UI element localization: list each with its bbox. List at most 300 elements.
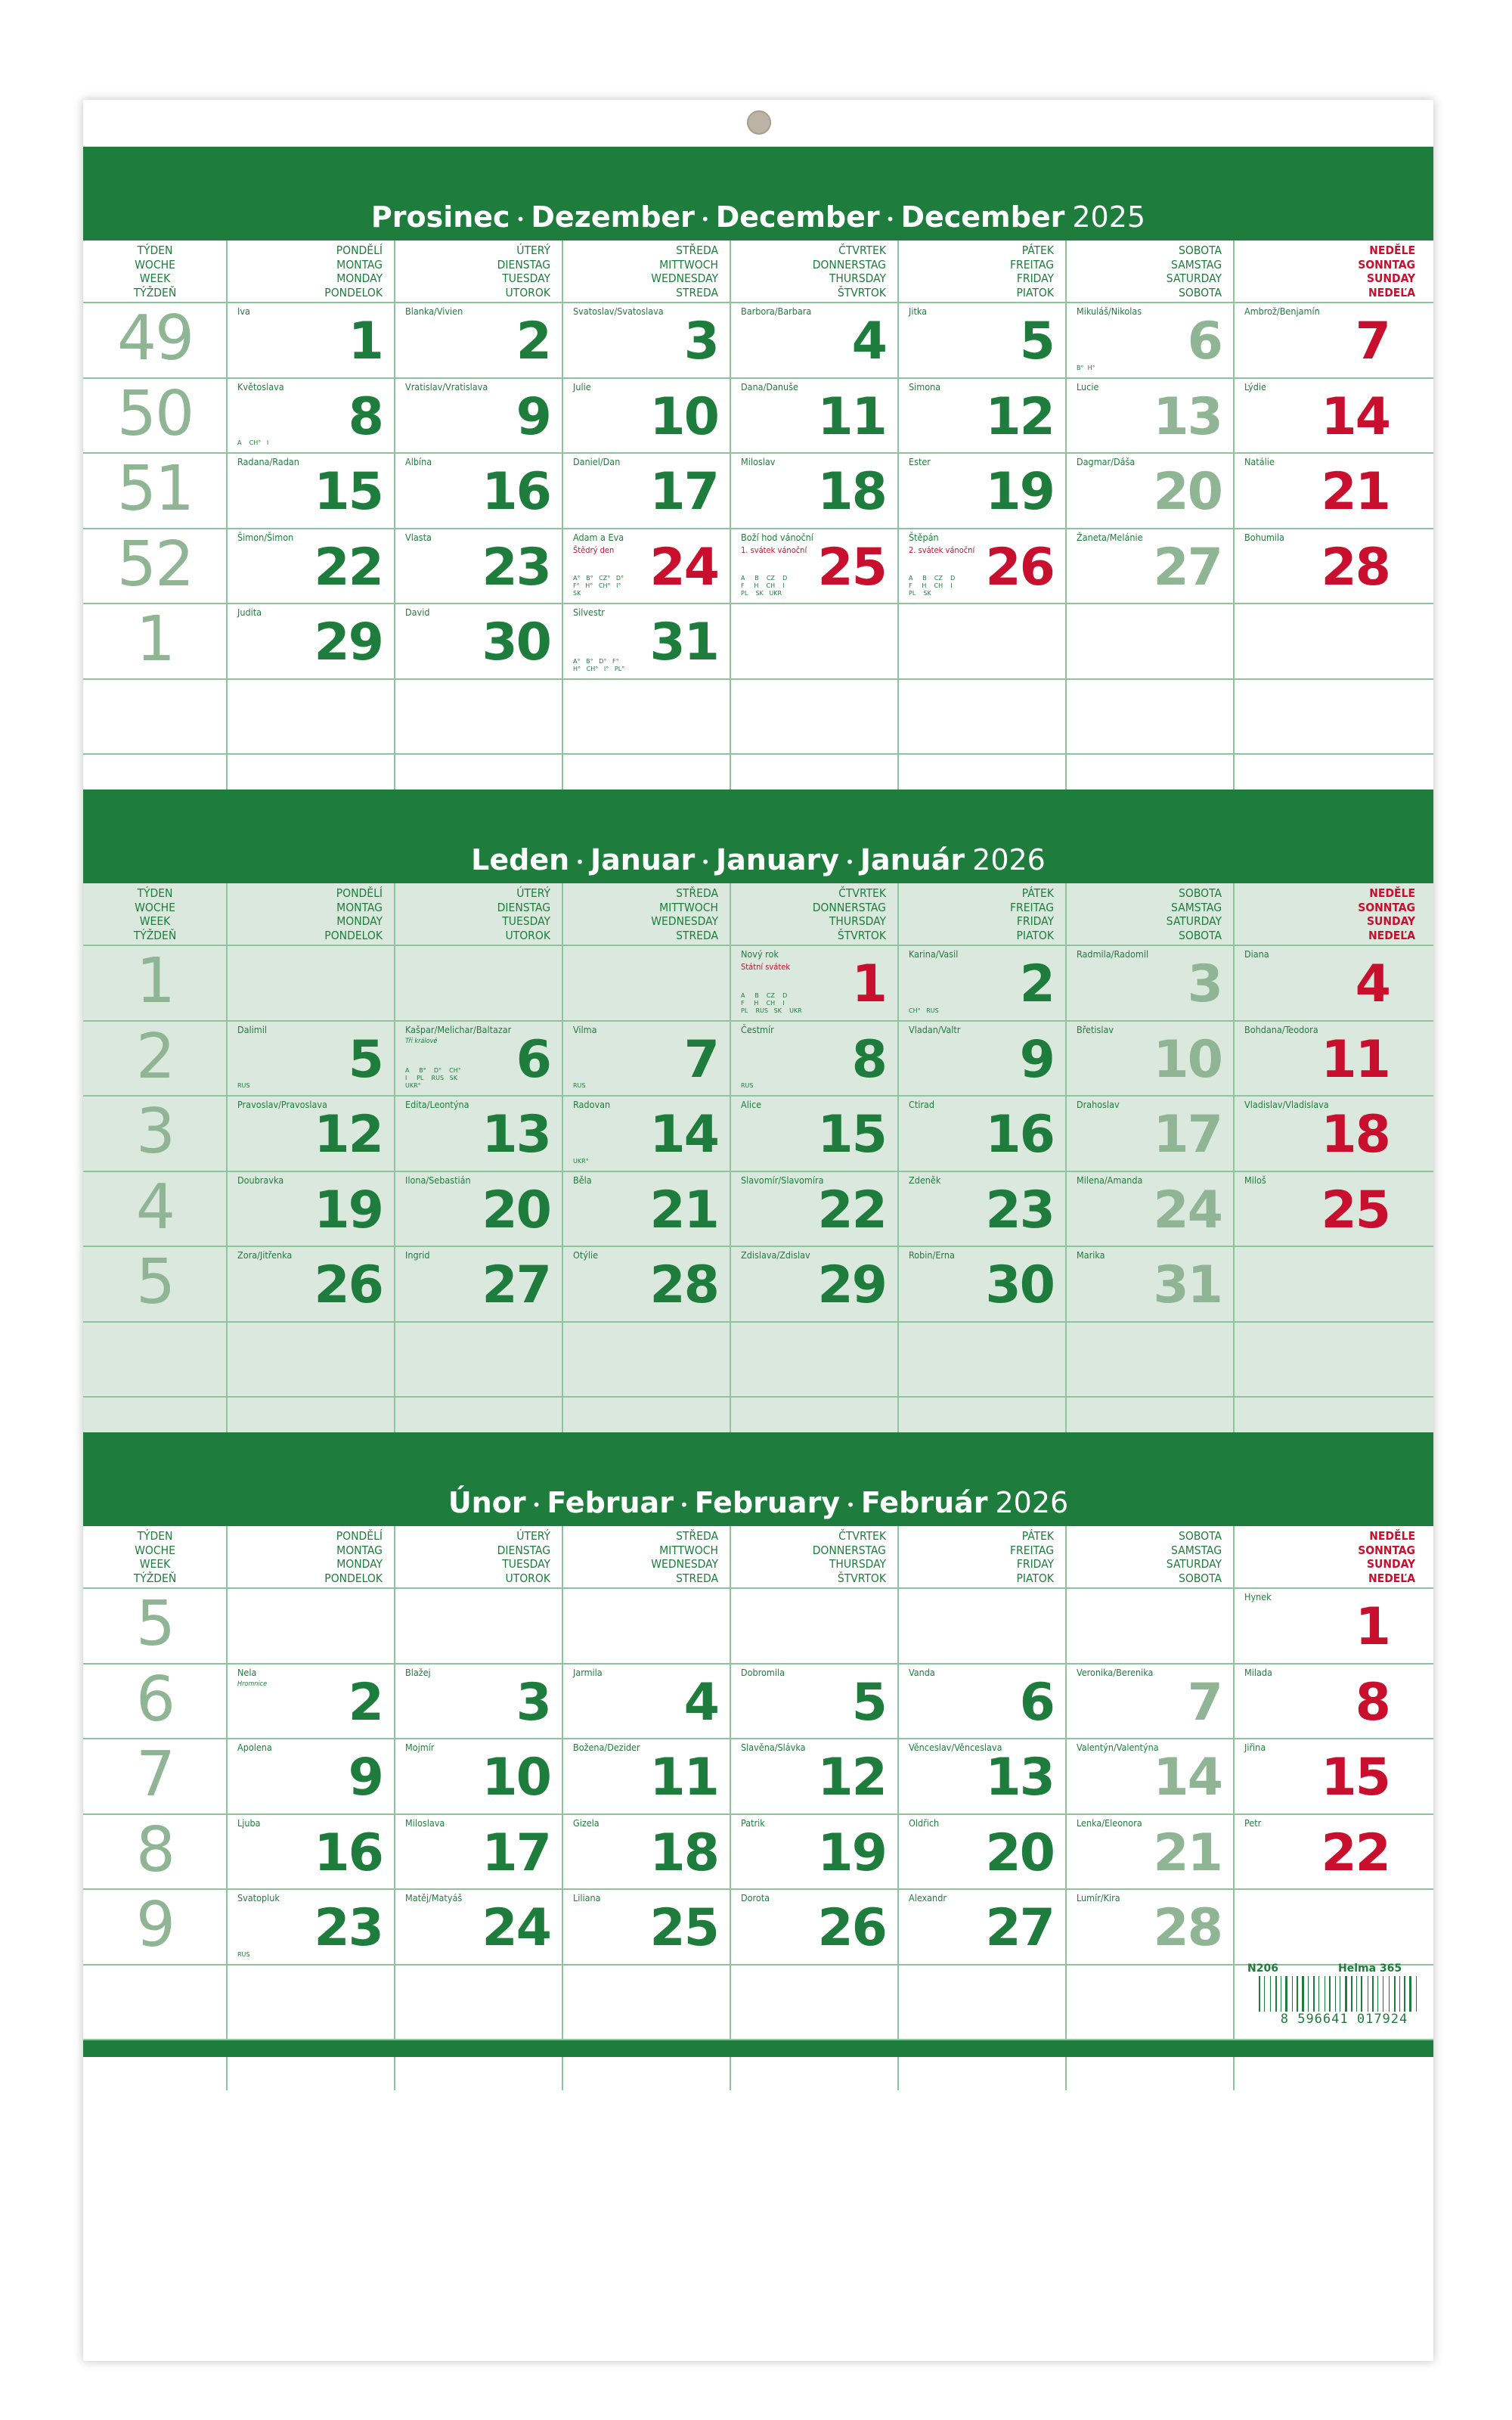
day-number: 14 (1321, 386, 1390, 447)
weekday-label: DONNERSTAG (812, 900, 886, 914)
separator-dot-icon: • (516, 209, 525, 228)
row-divider (83, 377, 1433, 379)
weekday-label: SUNDAY (1366, 271, 1415, 285)
day-number: 25 (817, 537, 886, 597)
nameday-label: Jitka (909, 306, 928, 317)
column-divider (562, 883, 563, 1447)
nameday-label: Valentýn/Valentýna (1077, 1742, 1159, 1753)
nameday-label: Věnceslav/Věnceslava (909, 1742, 1002, 1753)
column-divider (1233, 1526, 1235, 2090)
weekday-label: NEDĚLE (1369, 244, 1415, 257)
weekday-label: SOBOTA (1179, 1571, 1222, 1585)
month-name: Dezember (531, 200, 695, 234)
day-number: 31 (1153, 1255, 1222, 1315)
weekday-label: MONDAY (336, 914, 383, 928)
day-number: 28 (1153, 1898, 1222, 1958)
month-year: 2026 (972, 843, 1046, 876)
weekday-header (1066, 883, 1234, 945)
weekday-label: ÚTERÝ (516, 886, 550, 900)
day-number: 8 (348, 386, 383, 447)
month-name: Januar (590, 843, 696, 876)
weekday-label: MITTWOCH (659, 257, 718, 271)
day-number: 19 (314, 1180, 383, 1240)
day-note: Tři králové (405, 1037, 438, 1045)
day-number: 29 (314, 613, 383, 672)
nameday-label: Štěpán (909, 531, 939, 543)
weekday-label: MONTAG (336, 257, 383, 271)
holiday-label: Štědrý den (573, 544, 615, 555)
day-number: 8 (851, 1029, 886, 1090)
day-number: 4 (851, 312, 886, 371)
weekday-label: ÚTERÝ (516, 244, 550, 257)
holiday-countries: A° B° CZ° D° F° H° CH° I° SK (573, 575, 624, 597)
nameday-label: Lumír/Kira (1077, 1892, 1120, 1903)
weekday-label: DONNERSTAG (812, 1543, 886, 1557)
holiday-label: 2. svátek vánoční (909, 544, 975, 555)
day-number: 2 (516, 312, 550, 371)
nameday-label: Alexandr (909, 1892, 947, 1903)
nameday-label: Běla (573, 1174, 592, 1186)
day-number: 29 (817, 1255, 886, 1315)
weekday-label: ŠTVRTOK (837, 1571, 886, 1585)
holiday-countries: CH° RUS (909, 1007, 939, 1014)
nameday-label: Svatoslav/Svatoslava (573, 306, 664, 317)
weekday-header (395, 1526, 562, 1588)
nameday-label: Ljuba (237, 1817, 261, 1829)
weekday-label: ÚTERÝ (516, 1529, 550, 1543)
nameday-label: Svatopluk (237, 1892, 280, 1903)
weekday-header (898, 240, 1066, 302)
day-number: 11 (649, 1748, 718, 1807)
weekday-label: SAMSTAG (1171, 257, 1222, 271)
day-number: 30 (482, 613, 550, 672)
nameday-label: Blažej (405, 1666, 431, 1678)
week-number: 2 (135, 1020, 175, 1093)
weekday-header (1066, 1526, 1234, 1588)
weekday-label: PÁTEK (1021, 244, 1054, 257)
weekday-label: WEDNESDAY (651, 1557, 718, 1571)
holiday-countries: B° H° (1077, 364, 1095, 371)
nameday-label: Čestmír (741, 1023, 774, 1035)
day-number: 15 (1321, 1748, 1390, 1807)
holiday-countries: A° B° D° F° H° CH° I° PL° (573, 657, 625, 672)
row-divider (83, 603, 1433, 604)
weekday-label: UTOROK (505, 1571, 550, 1585)
holiday-countries: A B CZ D F H CH I PL SK UKR (741, 575, 788, 597)
week-number: 51 (116, 453, 194, 525)
day-number: 21 (1321, 462, 1390, 522)
row-divider (83, 1587, 1433, 1589)
nameday-label: Ilona/Sebastián (405, 1174, 471, 1186)
weekday-header (1066, 240, 1234, 302)
nameday-label: Liliana (573, 1892, 601, 1903)
weekday-label: STŘEDA (676, 886, 718, 900)
weekday-label: MONDAY (336, 271, 383, 285)
day-number: 22 (314, 537, 383, 597)
nameday-label: Nela (237, 1666, 257, 1678)
day-number: 13 (482, 1105, 550, 1165)
day-number: 27 (985, 1898, 1054, 1958)
weekday-label: PÁTEK (1021, 1529, 1054, 1543)
day-number: 20 (985, 1823, 1054, 1883)
nameday-label: Ester (909, 456, 931, 467)
column-divider (897, 1526, 899, 2090)
nameday-label: Gizela (573, 1817, 600, 1829)
row-divider (83, 1396, 1433, 1398)
week-number: 9 (135, 1889, 175, 1961)
nameday-label: Milena/Amanda (1077, 1174, 1143, 1186)
row-divider (83, 1663, 1433, 1665)
weekday-label: ŠTVRTOK (837, 285, 886, 299)
nameday-label: Vilma (573, 1023, 597, 1035)
weekday-label: NEDEĽA (1368, 1571, 1415, 1585)
week-column-header (83, 1526, 227, 1588)
month-name: Február (860, 1486, 988, 1519)
nameday-label: Milada (1244, 1666, 1272, 1678)
weekday-label: FRIDAY (1016, 1557, 1054, 1571)
day-number: 3 (516, 1672, 550, 1733)
weekday-label: TÝŽDEŇ (133, 928, 177, 942)
weekday-label: FREITAG (1009, 257, 1054, 271)
day-number: 19 (985, 462, 1054, 522)
month-block (83, 1432, 1433, 2090)
holiday-countries: A B° D° CH° I PL RUS SK UKR° (405, 1067, 461, 1089)
nameday-label: Dorota (741, 1892, 770, 1903)
day-number: 21 (1153, 1823, 1222, 1883)
weekday-label: SONNTAG (1358, 257, 1415, 271)
weekday-label: WOCHE (135, 257, 175, 271)
weekday-label: NEDĚLE (1369, 1529, 1415, 1543)
weekday-label: NEDEĽA (1368, 285, 1415, 299)
weekday-label: MITTWOCH (659, 900, 718, 914)
weekday-label: PONDELOK (324, 928, 383, 942)
weekday-header (395, 240, 562, 302)
day-number: 4 (683, 1672, 718, 1733)
nameday-label: Julie (573, 380, 591, 392)
nameday-label: Vanda (909, 1666, 935, 1678)
month-year: 2026 (995, 1486, 1069, 1519)
weekday-header (562, 240, 730, 302)
row-divider (83, 1095, 1433, 1097)
week-number: 49 (116, 302, 194, 374)
nameday-label: Vladan/Valtr (909, 1023, 961, 1035)
day-number: 24 (1153, 1180, 1222, 1240)
day-number: 12 (314, 1105, 383, 1165)
weekday-label: SONNTAG (1358, 1543, 1415, 1557)
product-code: N206 (1247, 1962, 1278, 1975)
column-divider (562, 240, 563, 805)
day-number: 24 (482, 1898, 550, 1958)
day-number: 2 (348, 1672, 383, 1733)
holiday-countries: A CH° I (237, 439, 269, 446)
day-number: 7 (683, 1029, 718, 1090)
nameday-label: Kašpar/Melichar/Baltazar (405, 1023, 512, 1035)
weekday-header-row (83, 883, 1433, 945)
weekday-label: FREITAG (1009, 1543, 1054, 1557)
row-divider (83, 753, 1433, 755)
weekday-label: PONDĚLÍ (336, 886, 383, 900)
row-divider (83, 1738, 1433, 1739)
weekday-label: TÝŽDEŇ (133, 1571, 177, 1585)
day-number: 23 (482, 537, 550, 597)
day-number: 27 (1153, 537, 1222, 597)
nameday-label: Miloslava (405, 1817, 445, 1829)
weekday-header (730, 1526, 898, 1588)
brand-logo: Helma 365 (1338, 1962, 1402, 1975)
nameday-label: Drahoslav (1077, 1099, 1120, 1110)
weekday-label: SATURDAY (1166, 914, 1222, 928)
nameday-label: Miloslav (741, 456, 776, 467)
day-number: 6 (1187, 312, 1222, 371)
weekday-header-row (83, 240, 1433, 302)
nameday-label: Silvestr (573, 607, 605, 618)
month-title (83, 200, 1433, 237)
day-number: 4 (1355, 954, 1390, 1014)
weekday-header (395, 883, 562, 945)
day-number: 10 (482, 1748, 550, 1807)
day-number: 3 (683, 312, 718, 371)
nameday-label: Radana/Radan (237, 456, 299, 467)
row-divider (83, 1964, 1433, 1965)
day-number: 13 (1153, 386, 1222, 447)
nameday-label: Diana (1244, 948, 1269, 960)
day-number: 11 (817, 386, 886, 447)
nameday-label: Karina/Vasil (909, 948, 959, 960)
holiday-countries: UKR° (573, 1157, 589, 1165)
month-title (83, 1485, 1433, 1522)
nameday-label: David (405, 607, 430, 618)
day-number: 11 (1321, 1029, 1390, 1090)
day-number: 1 (851, 954, 886, 1014)
weekday-label: SUNDAY (1366, 914, 1415, 928)
nameday-label: Blanka/Vivien (405, 306, 463, 317)
nameday-label: Otýlie (573, 1249, 599, 1261)
weekday-label: SAMSTAG (1171, 1543, 1222, 1557)
weekday-label: STREDA (676, 928, 718, 942)
column-divider (1233, 883, 1235, 1447)
separator-dot-icon: • (531, 1495, 541, 1514)
weekday-label: DONNERSTAG (812, 257, 886, 271)
weekday-header (562, 883, 730, 945)
column-divider (1065, 1526, 1067, 2090)
nameday-label: Alice (741, 1099, 762, 1110)
holiday-countries: RUS (237, 1082, 250, 1089)
day-number: 31 (649, 613, 718, 672)
day-number: 6 (516, 1029, 550, 1090)
weekday-header-row (83, 1526, 1433, 1588)
weekday-header (898, 1526, 1066, 1588)
day-number: 17 (1153, 1105, 1222, 1165)
nameday-label: Vlasta (405, 531, 432, 543)
nameday-label: Robin/Erna (909, 1249, 955, 1261)
calendar-sheet (83, 100, 1433, 2361)
month-block (83, 147, 1433, 805)
nameday-label: Ctirad (909, 1099, 935, 1110)
weekday-label: FREITAG (1009, 900, 1054, 914)
day-number: 23 (985, 1180, 1054, 1240)
row-divider (83, 528, 1433, 529)
week-number: 5 (135, 1588, 175, 1660)
weekday-label: MONTAG (336, 1543, 383, 1557)
day-number: 20 (1153, 462, 1222, 522)
column-divider (1065, 240, 1067, 805)
weekday-label: PONDELOK (324, 1571, 383, 1585)
day-number: 25 (649, 1898, 718, 1958)
nameday-label: Simona (909, 380, 941, 392)
weekday-label: ČTVRTEK (838, 886, 886, 900)
weekday-label: UTOROK (505, 928, 550, 942)
weekday-label: PONDĚLÍ (336, 1529, 383, 1543)
week-number: 50 (116, 377, 194, 450)
nameday-label: Daniel/Dan (573, 456, 621, 467)
nameday-label: Květoslava (237, 380, 284, 392)
weekday-label: SOBOTA (1179, 886, 1222, 900)
separator-dot-icon: • (846, 1495, 855, 1514)
day-number: 2 (1019, 954, 1054, 1014)
nameday-label: Natálie (1244, 456, 1275, 467)
row-divider (83, 452, 1433, 454)
holiday-countries: A B CZ D F H CH I PL RUS SK UKR (741, 991, 802, 1014)
weekday-label: NEDEĽA (1368, 928, 1415, 942)
nameday-label: Jarmila (573, 1666, 603, 1678)
nameday-label: Boží hod vánoční (741, 531, 813, 543)
nameday-label: Lucie (1077, 380, 1099, 392)
day-number: 5 (348, 1029, 383, 1090)
weekday-header (1234, 240, 1433, 302)
nameday-label: Dagmar/Dáša (1077, 456, 1136, 467)
day-number: 5 (851, 1672, 886, 1733)
day-number: 15 (817, 1105, 886, 1165)
nameday-label: Radovan (573, 1099, 611, 1110)
month-name: December (715, 200, 880, 234)
weekday-label: WEEK (139, 1557, 171, 1571)
weekday-label: PIATOK (1016, 928, 1054, 942)
weekday-header (1234, 883, 1433, 945)
nameday-label: Jiřina (1244, 1742, 1266, 1753)
weekday-label: TÝŽDEŇ (133, 285, 177, 299)
day-note: Hromnice (237, 1680, 268, 1688)
day-number: 26 (817, 1898, 886, 1958)
column-divider (897, 883, 899, 1447)
column-divider (562, 1526, 563, 2090)
week-column-header (83, 240, 227, 302)
day-number: 14 (1153, 1748, 1222, 1807)
weekday-header (562, 1526, 730, 1588)
row-divider (83, 1171, 1433, 1172)
weekday-label: MONTAG (336, 900, 383, 914)
row-divider (83, 678, 1433, 680)
weekday-label: UTOROK (505, 285, 550, 299)
weekday-label: TUESDAY (502, 271, 550, 285)
nameday-label: Patrik (741, 1817, 765, 1829)
nameday-label: Lýdie (1244, 380, 1266, 392)
nameday-label: Barbora/Barbara (741, 306, 812, 317)
nameday-label: Slavěna/Slávka (741, 1742, 806, 1753)
nameday-label: Bohumila (1244, 531, 1284, 543)
weekday-label: MONDAY (336, 1557, 383, 1571)
nameday-label: Břetislav (1077, 1023, 1114, 1035)
nameday-label: Matěj/Matyáš (405, 1892, 463, 1903)
weekday-label: SUNDAY (1366, 1557, 1415, 1571)
nameday-label: Žaneta/Melánie (1077, 531, 1143, 543)
week-number: 3 (135, 1096, 175, 1168)
weekday-header (730, 883, 898, 945)
weekday-header (227, 883, 395, 945)
weekday-label: ČTVRTEK (838, 244, 886, 257)
week-column-header (83, 883, 227, 945)
day-number: 1 (348, 312, 383, 371)
nameday-label: Judita (237, 607, 262, 618)
weekday-label: SOBOTA (1179, 285, 1222, 299)
month-year: 2025 (1072, 200, 1146, 234)
holiday-countries: RUS (741, 1082, 754, 1089)
nameday-label: Bohdana/Teodora (1244, 1023, 1318, 1035)
weekday-label: WEDNESDAY (651, 271, 718, 285)
weekday-label: WEDNESDAY (651, 914, 718, 928)
weekday-label: PONDĚLÍ (336, 244, 383, 257)
weekday-label: SATURDAY (1166, 271, 1222, 285)
weekday-label: THURSDAY (829, 271, 886, 285)
holiday-label: Státní svátek (741, 962, 791, 972)
column-divider (730, 1526, 731, 2090)
weekday-label: SAMSTAG (1171, 900, 1222, 914)
day-number: 3 (1187, 954, 1222, 1014)
column-divider (394, 240, 395, 805)
column-divider (394, 883, 395, 1447)
weekday-label: THURSDAY (829, 1557, 886, 1571)
nameday-label: Veronika/Berenika (1077, 1666, 1154, 1678)
nameday-label: Mojmír (405, 1742, 435, 1753)
nameday-label: Adam a Eva (573, 531, 624, 543)
weekday-header (1234, 1526, 1433, 1588)
nameday-label: Oldřich (909, 1817, 940, 1829)
column-divider (1065, 883, 1067, 1447)
separator-dot-icon: • (575, 852, 584, 871)
weekday-label: STREDA (676, 285, 718, 299)
weekday-label: MITTWOCH (659, 1543, 718, 1557)
day-number: 17 (482, 1823, 550, 1883)
holiday-countries: RUS (237, 1950, 250, 1958)
nameday-label: Dana/Danuše (741, 380, 798, 392)
separator-dot-icon: • (845, 852, 854, 871)
weekday-header (227, 1526, 395, 1588)
month-grid (83, 883, 1433, 1447)
nameday-label: Albína (405, 456, 432, 467)
ean-number: 8 596641 017924 (1259, 2012, 1430, 2027)
nameday-label: Zdeněk (909, 1174, 941, 1186)
day-number: 12 (985, 386, 1054, 447)
month-name: February (694, 1486, 841, 1519)
separator-dot-icon: • (701, 852, 711, 871)
nameday-label: Ambrož/Benjamín (1244, 306, 1320, 317)
weekday-label: DIENSTAG (497, 900, 550, 914)
nameday-label: Miloš (1244, 1174, 1266, 1186)
weekday-label: WOCHE (135, 1543, 175, 1557)
nameday-label: Vladislav/Vladislava (1244, 1099, 1329, 1110)
weekday-label: FRIDAY (1016, 271, 1054, 285)
day-number: 13 (985, 1748, 1054, 1807)
month-name: Január (860, 843, 965, 876)
weekday-label: WOCHE (135, 900, 175, 914)
day-number: 10 (649, 386, 718, 447)
weekday-label: SOBOTA (1179, 1529, 1222, 1543)
weekday-label: SATURDAY (1166, 1557, 1222, 1571)
nameday-label: Radmila/Radomil (1077, 948, 1149, 960)
holiday-countries: A B CZ D F H CH I PL SK (909, 575, 956, 597)
day-number: 9 (516, 386, 550, 447)
separator-dot-icon: • (700, 209, 710, 228)
day-number: 9 (1019, 1029, 1054, 1090)
